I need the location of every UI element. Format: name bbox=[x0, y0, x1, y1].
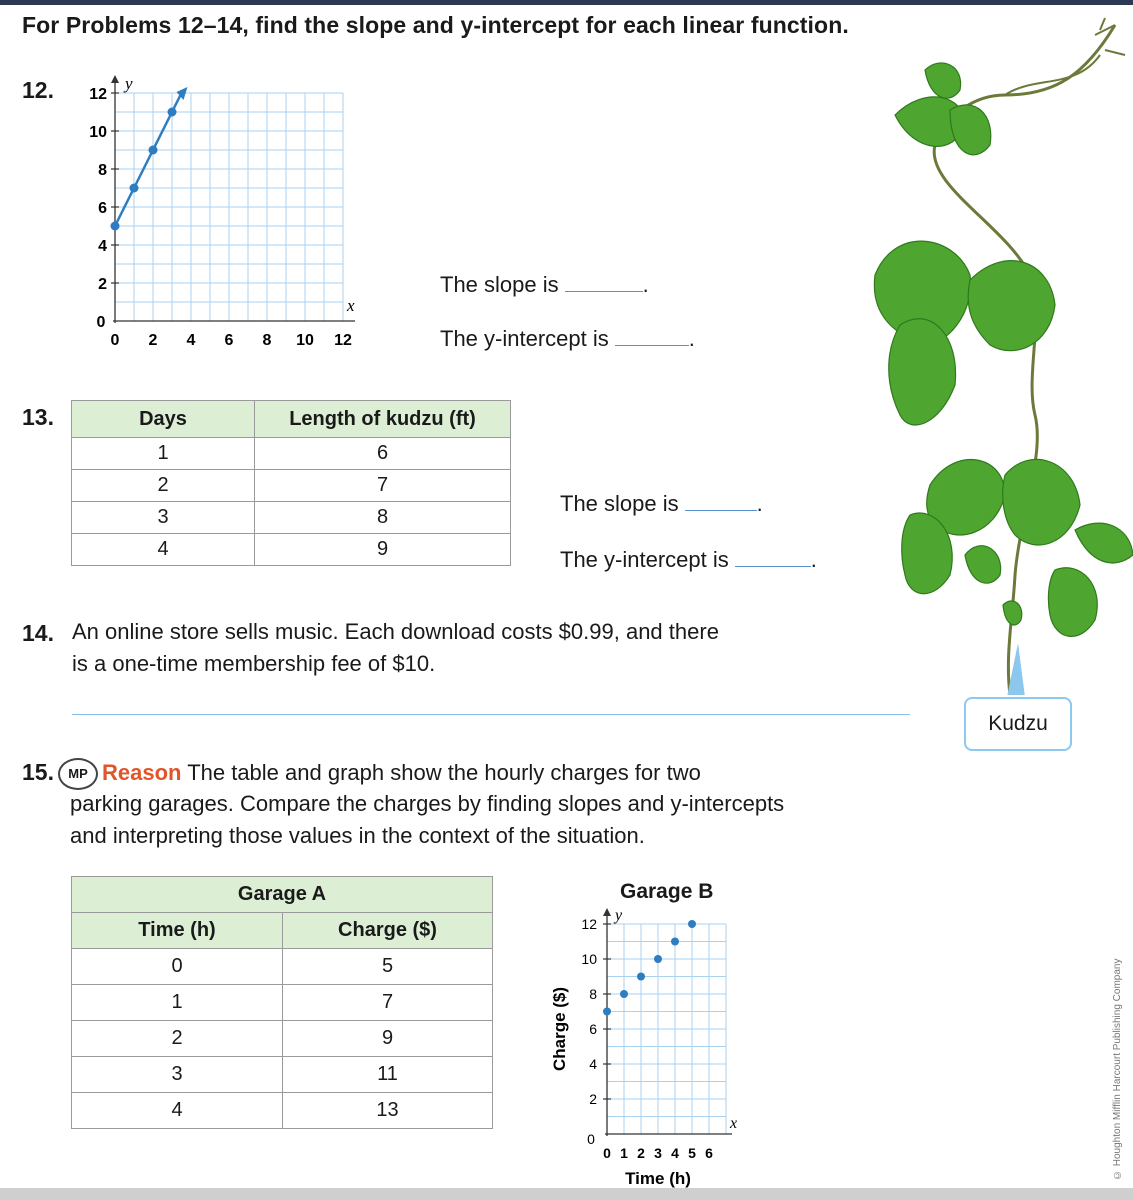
y-axis-title: Charge ($) bbox=[550, 986, 569, 1072]
table-row bbox=[72, 985, 493, 1021]
data-point bbox=[654, 955, 662, 963]
period: . bbox=[642, 272, 649, 297]
y-tick-label: 12 bbox=[89, 86, 107, 103]
y-axis-arrow bbox=[111, 75, 119, 83]
problem-14-line-1: An online store sells music. Each download costs $0.99, and there bbox=[72, 619, 719, 644]
y-tick-label: 4 bbox=[98, 238, 107, 255]
table-row bbox=[72, 502, 511, 534]
kudzu-table bbox=[71, 400, 511, 566]
x-tick-label: 0 bbox=[110, 332, 120, 349]
column-header-time: Time (h) bbox=[72, 913, 283, 949]
table-row bbox=[72, 1021, 493, 1057]
table-cell: 3 bbox=[72, 1057, 283, 1093]
x-tick-label: 12 bbox=[334, 332, 352, 349]
copyright-notice: © Houghton Mifflin Harcourt Publishing Company bbox=[1112, 958, 1123, 1180]
x-tick-label: 8 bbox=[262, 332, 272, 349]
table-cell: 9 bbox=[283, 1021, 493, 1057]
y-tick-label: 6 bbox=[589, 1021, 597, 1037]
intercept-answer-blank[interactable] bbox=[735, 566, 811, 567]
x-tick-label: 6 bbox=[224, 332, 234, 349]
y-zero-label: 0 bbox=[587, 1131, 595, 1147]
table-cell: 1 bbox=[72, 438, 255, 470]
problem-13-slope bbox=[560, 491, 763, 517]
table-row bbox=[72, 534, 511, 566]
x-tick-label: 10 bbox=[296, 332, 314, 349]
problem-12-grid bbox=[89, 74, 355, 349]
x-tick-label: 1 bbox=[620, 1145, 628, 1161]
table-cell: 5 bbox=[283, 949, 493, 985]
column-header-days: Days bbox=[72, 401, 255, 438]
intercept-label: The y-intercept is bbox=[560, 547, 729, 572]
x-tick-label: 5 bbox=[688, 1145, 696, 1161]
data-point bbox=[130, 184, 139, 193]
garage-b-grid bbox=[550, 907, 737, 1188]
slope-label: The slope is bbox=[560, 491, 679, 516]
x-tick-label: 2 bbox=[637, 1145, 645, 1161]
problem-14-number: 14. bbox=[22, 620, 54, 646]
problem-13-number: 13. bbox=[22, 404, 54, 430]
y-axis-label: y bbox=[615, 907, 623, 924]
table-row bbox=[72, 470, 511, 502]
y-zero-label: 0 bbox=[96, 314, 106, 331]
garage-a-table bbox=[71, 876, 493, 1129]
problem-13-intercept bbox=[560, 547, 817, 573]
x-tick-label: 2 bbox=[148, 332, 158, 349]
table-cell: 7 bbox=[255, 470, 511, 502]
problem-12-number: 12. bbox=[22, 77, 54, 103]
data-point bbox=[149, 146, 158, 155]
x-tick-label: 6 bbox=[705, 1145, 713, 1161]
top-border bbox=[0, 0, 1133, 5]
intercept-label: The y-intercept is bbox=[440, 326, 609, 351]
x-axis-title: Time (h) bbox=[625, 1169, 691, 1188]
table-cell: 1 bbox=[72, 985, 283, 1021]
y-tick-label: 6 bbox=[98, 200, 107, 217]
x-tick-label: 3 bbox=[654, 1145, 662, 1161]
data-point bbox=[620, 990, 628, 998]
table-row bbox=[72, 1093, 493, 1129]
x-tick-label: 0 bbox=[603, 1145, 611, 1161]
problem-15-number: 15. bbox=[22, 758, 54, 785]
table-cell: 11 bbox=[283, 1057, 493, 1093]
kudzu-vine-illustration bbox=[855, 15, 1133, 695]
y-tick-label: 2 bbox=[589, 1091, 597, 1107]
problem-15-line-3: and interpreting those values in the context of the situation. bbox=[70, 823, 645, 848]
y-tick-label: 12 bbox=[581, 916, 597, 932]
data-point bbox=[111, 222, 120, 231]
table-cell: 13 bbox=[283, 1093, 493, 1129]
problem-14-answer-line[interactable] bbox=[72, 714, 910, 715]
y-tick-label: 10 bbox=[581, 951, 597, 967]
problem-12-graph bbox=[80, 74, 370, 359]
table-cell: 2 bbox=[72, 470, 255, 502]
data-point bbox=[688, 920, 696, 928]
data-point bbox=[637, 973, 645, 981]
table-row bbox=[72, 1057, 493, 1093]
data-point bbox=[671, 938, 679, 946]
garage-b-title: Garage B bbox=[620, 880, 714, 903]
garage-a-title: Garage A bbox=[72, 877, 493, 913]
x-axis-label: x bbox=[347, 296, 355, 315]
table-cell: 9 bbox=[255, 534, 511, 566]
table-cell: 3 bbox=[72, 502, 255, 534]
problem-12-intercept bbox=[440, 326, 695, 352]
problem-15-line-2: parking garages. Compare the charges by finding slopes and y-intercepts bbox=[70, 791, 785, 816]
problem-15-line-1 bbox=[22, 758, 701, 790]
y-tick-label: 2 bbox=[98, 276, 107, 293]
garage-b-graph bbox=[540, 905, 760, 1190]
x-axis-label: x bbox=[730, 1115, 738, 1132]
table-cell: 2 bbox=[72, 1021, 283, 1057]
period: . bbox=[810, 547, 817, 572]
problem-14-line-2: is a one-time membership fee of $10. bbox=[72, 651, 436, 676]
period: . bbox=[756, 491, 763, 516]
slope-label: The slope is bbox=[440, 272, 559, 297]
column-header-charge: Charge ($) bbox=[283, 913, 493, 949]
slope-answer-blank[interactable] bbox=[685, 510, 757, 511]
x-tick-label: 4 bbox=[186, 332, 196, 349]
table-cell: 8 bbox=[255, 502, 511, 534]
y-axis-arrow bbox=[603, 908, 611, 916]
table-cell: 4 bbox=[72, 1093, 283, 1129]
table-cell: 7 bbox=[283, 985, 493, 1021]
table-row bbox=[72, 949, 493, 985]
column-header-length: Length of kudzu (ft) bbox=[255, 401, 511, 438]
kudzu-label: Kudzu bbox=[964, 697, 1072, 751]
y-tick-label: 8 bbox=[589, 986, 597, 1002]
y-tick-label: 10 bbox=[89, 124, 107, 141]
reason-label: Reason bbox=[101, 759, 182, 785]
intercept-answer-blank[interactable] bbox=[615, 345, 689, 346]
y-tick-label: 4 bbox=[589, 1056, 597, 1072]
section-heading: For Problems 12–14, find the slope and y-intercept for each linear function. bbox=[22, 12, 849, 38]
problem-15-text-1: The table and graph show the hourly charges for two bbox=[187, 759, 701, 785]
table-row bbox=[72, 438, 511, 470]
data-point bbox=[603, 1008, 611, 1016]
data-point bbox=[168, 108, 177, 117]
period: . bbox=[688, 326, 695, 351]
mp-badge: MP bbox=[58, 758, 98, 790]
problem-12-slope bbox=[440, 272, 649, 298]
table-cell: 6 bbox=[255, 438, 511, 470]
slope-answer-blank[interactable] bbox=[565, 291, 643, 292]
y-axis-label: y bbox=[125, 74, 133, 93]
x-tick-label: 4 bbox=[671, 1145, 679, 1161]
bottom-scrollbar[interactable] bbox=[0, 1188, 1133, 1200]
table-cell: 4 bbox=[72, 534, 255, 566]
y-tick-label: 8 bbox=[98, 162, 107, 179]
table-cell: 0 bbox=[72, 949, 283, 985]
